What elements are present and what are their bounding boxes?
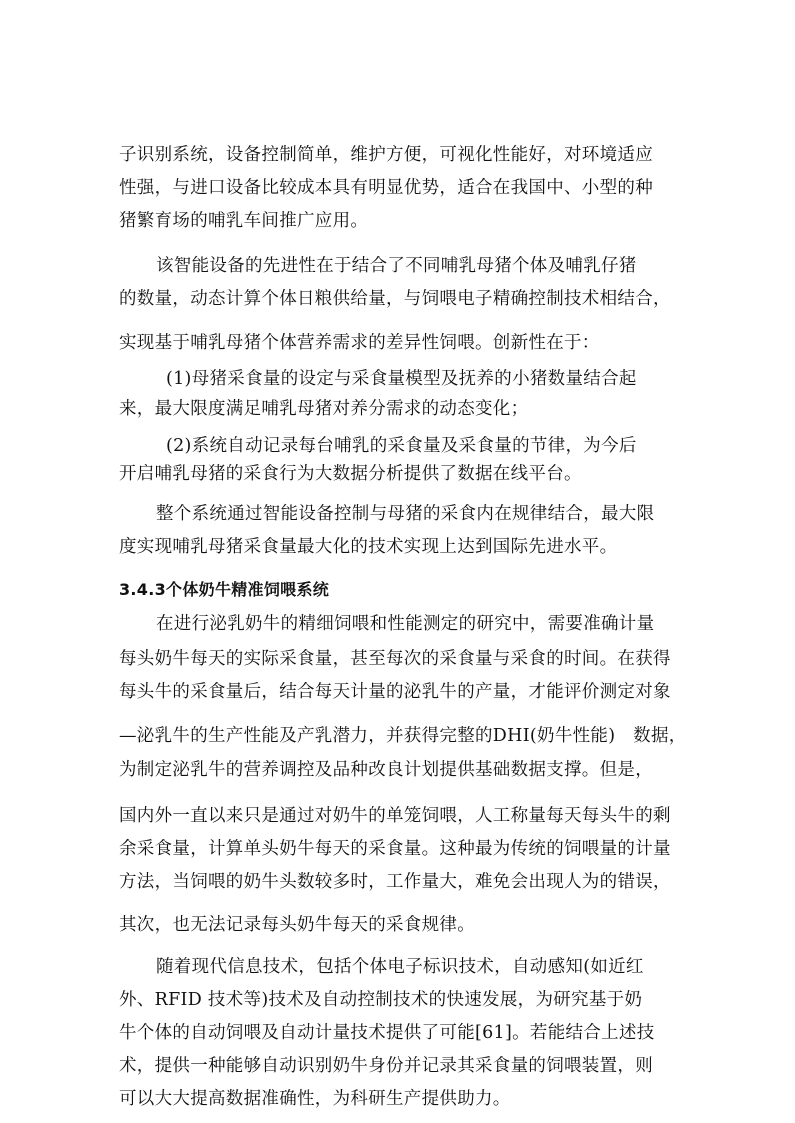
section-paragraph-2-line-5: 可以大大提高数据准确性，为科研生产提供助力。 bbox=[119, 1089, 511, 1109]
section-paragraph-1-line-1: 在进行泌乳奶牛的精细饲喂和性能测定的研究中，需要准确计量 bbox=[156, 614, 655, 634]
section-paragraph-2-line-2: 外、RFID 技术等)技术及自动控制技术的快速发展，为研究基于奶 bbox=[119, 990, 643, 1010]
section-paragraph-1-line-8: 方法，当饲喂的奶牛头数较多时，工作量大，难免会出现人为的错误， bbox=[119, 872, 671, 892]
list-item-2-line-1: (2)系统自动记录每台哺乳的采食量及采食量的节律，为今后 bbox=[166, 436, 637, 456]
paragraph-2-line-2: 的数量，动态计算个体日粮供给量，与饲喂电子精确控制技术相结合， bbox=[119, 289, 671, 309]
paragraph-1-line-2: 性强，与进口设备比较成本具有明显优势，适合在我国中、小型的种 bbox=[119, 178, 653, 198]
paragraph-3-line-2: 度实现哺乳母猪采食量最大化的技术实现上达到国际先进水平。 bbox=[119, 537, 618, 557]
paragraph-2-line-1: 该智能设备的先进性在于结合了不同哺乳母猪个体及哺乳仔猪 bbox=[156, 256, 637, 276]
section-paragraph-1-line-4: —泌乳牛的生产性能及产乳潜力，并获得完整的DHI(奶牛性能) 数据， bbox=[119, 726, 687, 746]
section-heading: 3.4.3个体奶牛精准饲喂系统 bbox=[119, 580, 330, 599]
list-item-2-line-2: 开启哺乳母猪的采食行为大数据分析提供了数据在线平台。 bbox=[119, 464, 582, 484]
section-paragraph-2-line-3: 牛个体的自动饲喂及自动计量技术提供了可能[61]。若能结合上述技 bbox=[119, 1023, 655, 1043]
paragraph-2-line-3: 实现基于哺乳母猪个体营养需求的差异性饲喂。创新性在于： bbox=[119, 333, 600, 353]
list-item-1-line-2: 来，最大限度满足哺乳母猪对养分需求的动态变化； bbox=[119, 399, 529, 419]
section-paragraph-2-line-1: 随着现代信息技术，包括个体电子标识技术，自动感知(如近红 bbox=[156, 957, 644, 977]
section-paragraph-1-line-5: 为制定泌乳牛的营养调控及品种改良计划提供基础数据支撑。但是， bbox=[119, 760, 653, 780]
section-paragraph-1-line-2: 每头奶牛每天的实际采食量，甚至每次的采食量与采食的时间。在获得 bbox=[119, 649, 671, 669]
section-paragraph-1-line-3: 每头牛的采食量后，结合每天计量的泌乳牛的产量，才能评价测定对象 bbox=[119, 682, 671, 702]
paragraph-1-line-3: 猪繁育场的哺乳车间推广应用。 bbox=[119, 211, 369, 231]
paragraph-3-line-1: 整个系统通过智能设备控制与母猪的采食内在规律结合，最大限 bbox=[156, 504, 655, 524]
list-item-1-line-1: (1)母猪采食量的设定与采食量模型及抚养的小猪数量结合起 bbox=[166, 369, 637, 389]
section-paragraph-1-line-7: 余采食量，计算单头奶牛每天的采食量。这种最为传统的饲喂量的计量 bbox=[119, 839, 671, 859]
section-paragraph-1-line-9: 其次，也无法记录每头奶牛每天的采食规律。 bbox=[119, 915, 475, 935]
section-paragraph-1-line-6: 国内外一直以来只是通过对奶牛的单笼饲喂，人工称量每天每头牛的剩 bbox=[119, 806, 671, 826]
section-paragraph-2-line-4: 术，提供一种能够自动识别奶牛身份并记录其采食量的饲喂装置，则 bbox=[119, 1056, 653, 1076]
paragraph-1-line-1: 子识别系统，设备控制简单，维护方便，可视化性能好，对环境适应 bbox=[119, 145, 653, 165]
